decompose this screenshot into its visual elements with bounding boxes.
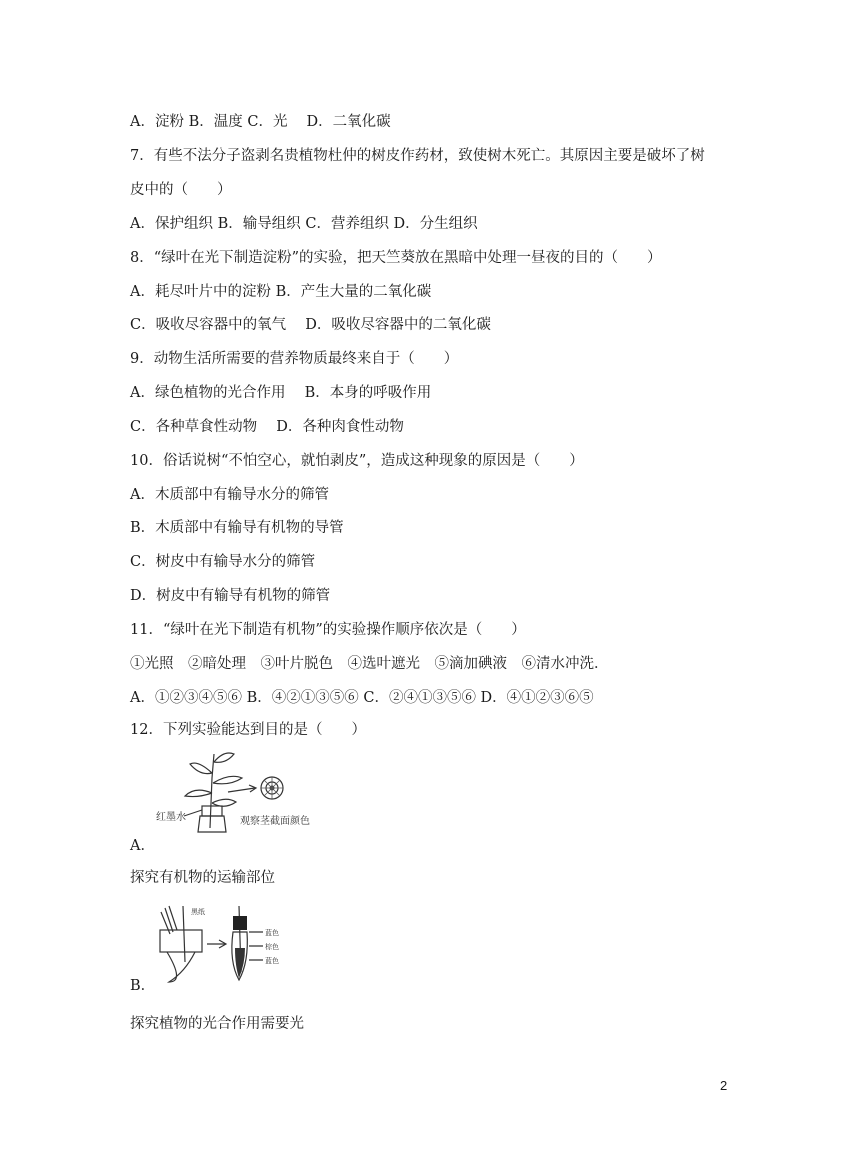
q10-option-c: C．树皮中有输导水分的筛管 [130,554,316,570]
q10-stem: 10．俗话说树“不怕空心，就怕剥皮”，造成这种现象的原因是（ ） [130,453,584,469]
q12-b-caption: 探究植物的光合作用需要光 [130,1016,304,1032]
q10-option-a: A．木质部中有输导水分的筛管 [130,487,329,503]
q8-options-cd: C．吸收尽容器中的氧气 D．吸收尽容器中的二氧化碳 [130,317,491,333]
q8-options-ab: A．耗尽叶片中的淀粉 B．产生大量的二氧化碳 [130,284,432,300]
q10-option-d: D．树皮中有输导有机物的筛管 [130,588,331,604]
q8-stem: 8．“绿叶在光下制造淀粉”的实验，把天竺葵放在黑暗中处理一昼夜的目的（ ） [130,250,662,266]
page-number: 2 [720,1078,728,1093]
figure-b-leaf-light-test [155,902,295,988]
q12-stem: 12．下列实验能达到目的是（ ） [130,722,366,738]
q9-stem: 9．动物生活所需要的营养物质最终来自于（ ） [130,351,459,367]
figure-a-stem-cross-section [150,748,340,837]
fig-b-label-4: 蓝色 [265,957,279,965]
q12-a-caption: 探究有机物的运输部位 [130,870,275,886]
q11-steps: ①光照 ②暗处理 ③叶片脱色 ④选叶遮光 ⑤滴加碘液 ⑥清水冲洗． [130,656,609,672]
q9-options-cd: C．各种草食性动物 D．各种肉食性动物 [130,419,404,435]
q9-options-ab: A．绿色植物的光合作用 B．本身的呼吸作用 [130,385,432,401]
fig-b-label-3: 棕色 [265,943,279,951]
q11-stem: 11．“绿叶在光下制造有机物”的实验操作顺序依次是（ ） [130,622,526,638]
q12-b-label: B． [130,978,156,994]
fig-b-label-2: 蓝色 [265,929,279,937]
q7-stem-line1: 7．有些不法分子盗剥名贵植物杜仲的树皮作药材，致使树木死亡。其原因主要是破坏了树 [130,148,705,164]
fig-a-left-label: 红墨水 [156,812,186,823]
q7-stem-line2: 皮中的（ ） [130,182,232,198]
fig-a-right-label: 观察茎截面颜色 [240,816,310,827]
q11-options: A．①②③④⑤⑥ B．④②①③⑤⑥ C．②④①③⑤⑥ D．④①②③⑥⑤ [130,690,594,706]
q12-a-label: A． [130,838,155,854]
fig-b-label-1: 黑纸 [191,908,205,916]
q6-options: A．淀粉 B．温度 C．光 D．二氧化碳 [130,114,391,130]
q10-option-b: B．木质部中有输导有机物的导管 [130,520,344,536]
q7-options: A．保护组织 B．输导组织 C．营养组织 D．分生组织 [130,216,478,232]
